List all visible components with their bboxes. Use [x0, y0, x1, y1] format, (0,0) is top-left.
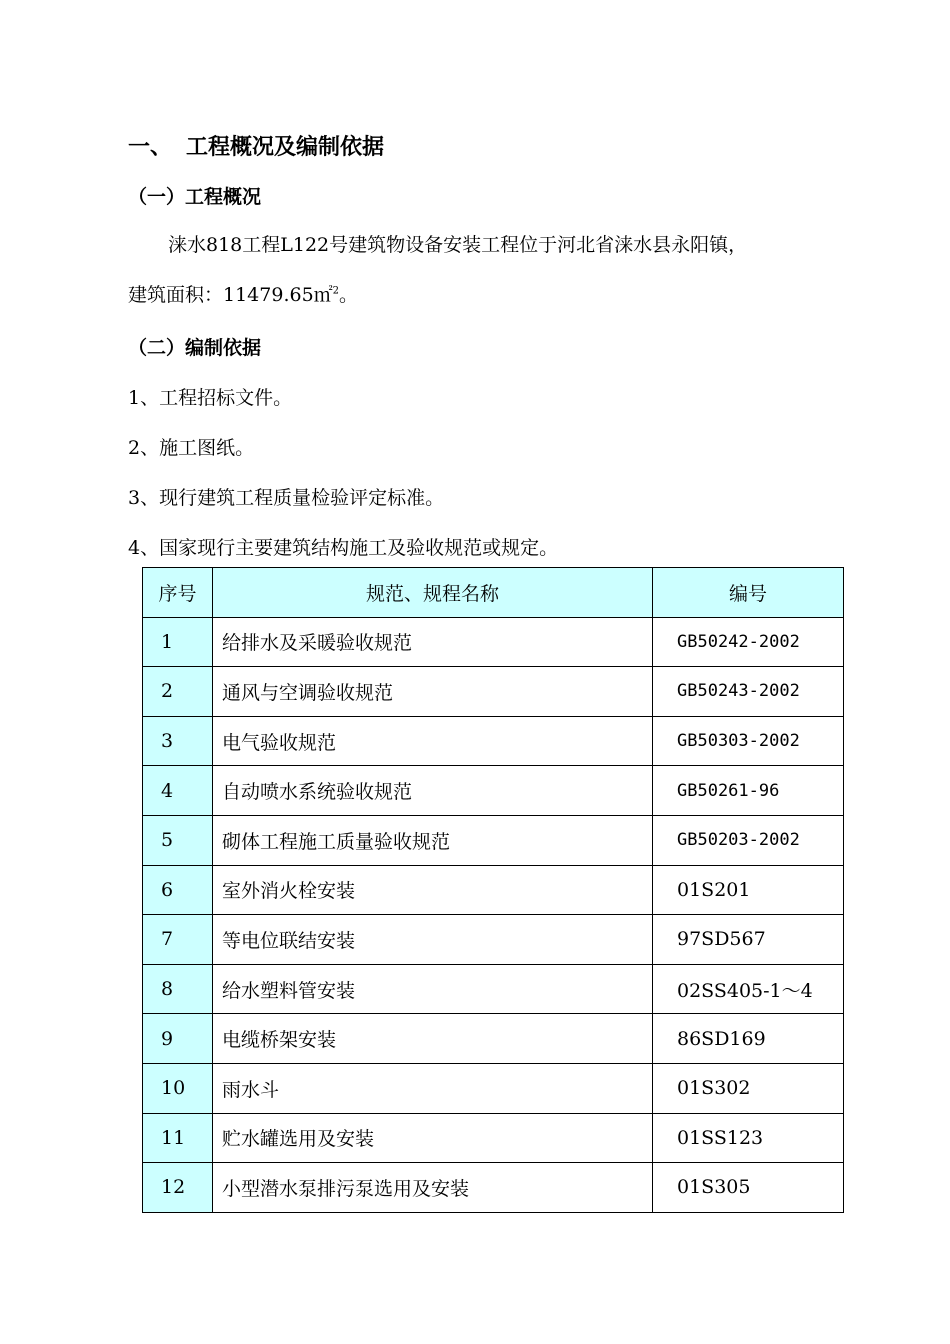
- row-code: 86SD169: [653, 1014, 844, 1064]
- table-row: [143, 1113, 844, 1163]
- row-index: 4: [143, 766, 213, 816]
- table-row: [143, 766, 844, 816]
- row-index: 7: [143, 915, 213, 965]
- overview-paragraph: [128, 220, 858, 320]
- row-code: 01S305: [653, 1163, 844, 1213]
- subsection-heading-basis: （二）编制依据: [128, 337, 262, 359]
- section-heading-main: [128, 130, 384, 161]
- standards-table: [142, 567, 844, 1213]
- row-index: 8: [143, 964, 213, 1014]
- overview-text-1: 涞水818工程L122号建筑物设备安装工程位于河北省涞水县永阳镇，: [168, 234, 748, 256]
- row-code: GB50203-2002: [653, 815, 844, 865]
- overview-line-1: [128, 220, 858, 270]
- row-index: 1: [143, 617, 213, 667]
- row-name: 给水塑料管安装: [213, 964, 653, 1014]
- row-index: 11: [143, 1113, 213, 1163]
- table-row: [143, 865, 844, 915]
- overview-line-2: [128, 270, 858, 320]
- row-index: 9: [143, 1014, 213, 1064]
- table-row: [143, 667, 844, 717]
- table-row: [143, 716, 844, 766]
- row-name: 给排水及采暖验收规范: [213, 617, 653, 667]
- basis-item-4: 4、国家现行主要建筑结构施工及验收规范或规定。: [128, 537, 559, 559]
- row-index: 3: [143, 716, 213, 766]
- row-code: 01S302: [653, 1063, 844, 1113]
- table-header-row: [143, 568, 844, 618]
- basis-item-1: 1、工程招标文件。: [128, 387, 293, 409]
- row-code: GB50242-2002: [653, 617, 844, 667]
- table-row: [143, 1163, 844, 1213]
- overview-text-2: 建筑面积：11479.65㎡: [128, 284, 333, 306]
- table-row: [143, 1014, 844, 1064]
- table-row: [143, 617, 844, 667]
- row-code: GB50303-2002: [653, 716, 844, 766]
- row-name: 等电位联结安装: [213, 915, 653, 965]
- heading-number: 一、: [128, 135, 173, 160]
- heading-title: 工程概况及编制依据: [186, 135, 385, 160]
- row-code: 02SS405-1～4: [653, 964, 844, 1014]
- table-row: [143, 815, 844, 865]
- subsection-heading-overview: （一）工程概况: [128, 186, 262, 208]
- row-name: 通风与空调验收规范: [213, 667, 653, 717]
- row-index: 2: [143, 667, 213, 717]
- header-index: 序号: [143, 568, 213, 618]
- area-superscript: 2: [332, 285, 340, 297]
- header-code: 编号: [653, 568, 844, 618]
- row-code: GB50243-2002: [653, 667, 844, 717]
- row-index: 12: [143, 1163, 213, 1213]
- row-index: 10: [143, 1063, 213, 1113]
- row-code: 01SS123: [653, 1113, 844, 1163]
- row-index: 5: [143, 815, 213, 865]
- basis-item-3: 3、现行建筑工程质量检验评定标准。: [128, 487, 445, 509]
- row-name: 雨水斗: [213, 1063, 653, 1113]
- row-name: 室外消火栓安装: [213, 865, 653, 915]
- table-row: [143, 964, 844, 1014]
- row-code: 01S201: [653, 865, 844, 915]
- row-code: GB50261-96: [653, 766, 844, 816]
- row-name: 电气验收规范: [213, 716, 653, 766]
- row-index: 6: [143, 865, 213, 915]
- row-name: 自动喷水系统验收规范: [213, 766, 653, 816]
- row-name: 贮水罐选用及安装: [213, 1113, 653, 1163]
- header-name: 规范、规程名称: [213, 568, 653, 618]
- row-name: 小型潜水泵排污泵选用及安装: [213, 1163, 653, 1213]
- table-row: [143, 915, 844, 965]
- basis-item-2: 2、施工图纸。: [128, 437, 255, 459]
- row-code: 97SD567: [653, 915, 844, 965]
- row-name: 砌体工程施工质量验收规范: [213, 815, 653, 865]
- overview-text-2-end: 。: [339, 284, 359, 306]
- table-row: [143, 1063, 844, 1113]
- row-name: 电缆桥架安装: [213, 1014, 653, 1064]
